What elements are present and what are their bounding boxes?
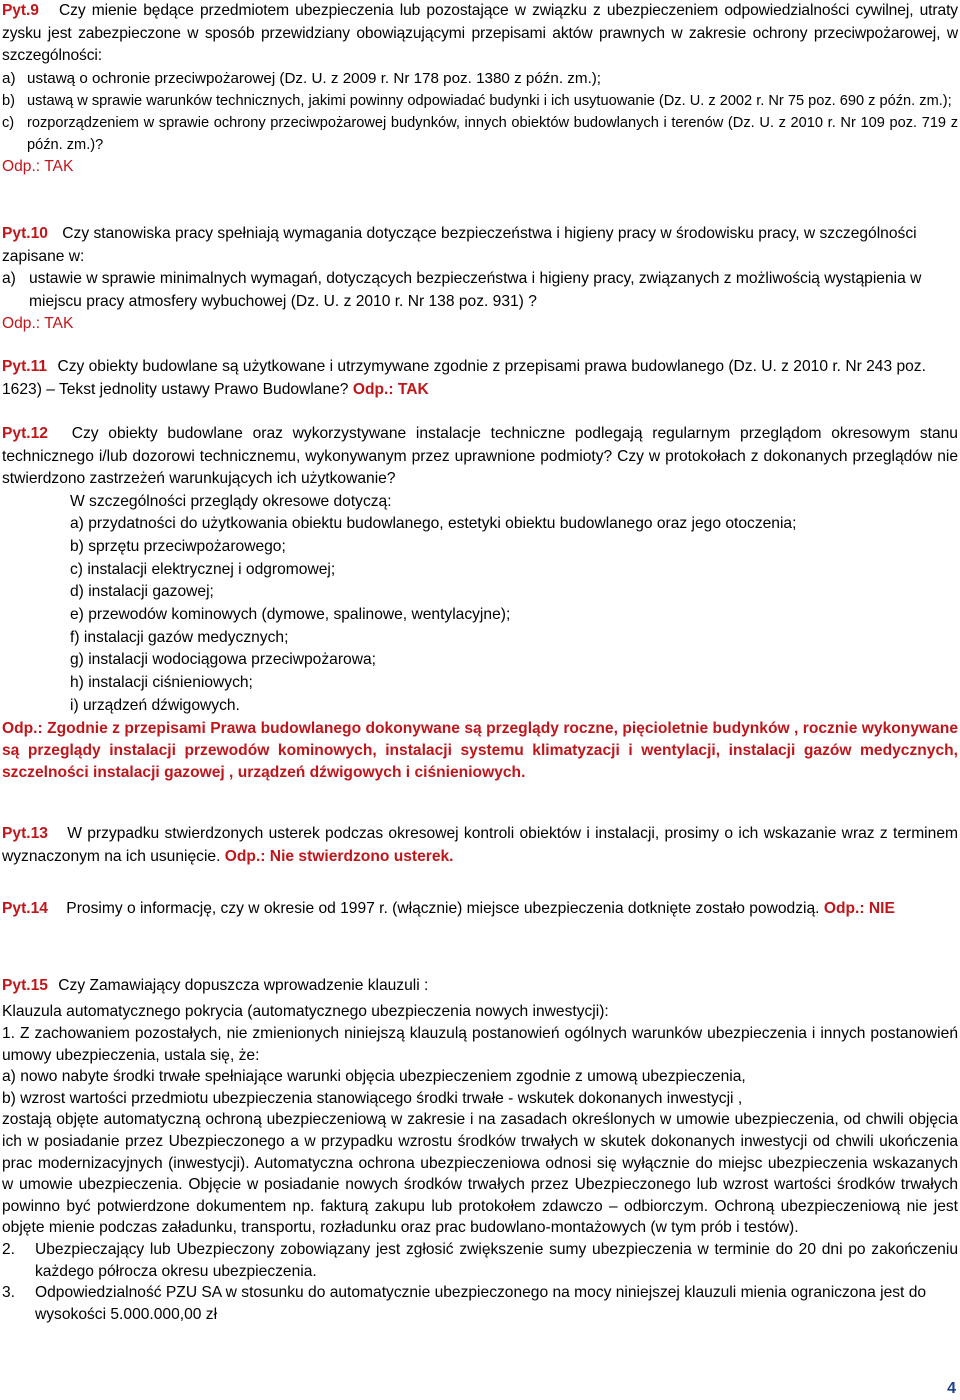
list-item: f) instalacji gazów medycznych; (70, 628, 289, 646)
question-number: Pyt.13 (2, 825, 48, 842)
question-text: Czy obiekty budowlane są użytkowane i utrzymywane zgodnie z przepisami prawa budowlanego (Dz. U. z 2010 r. Nr 243 poz. 1623) (2, 358, 926, 398)
list-item: b) ustawą w sprawie warunków technicznych, jakimi powinny odpowiadać budynki i ich usytuowanie (Dz. U. z 2002 r. Nr 75 poz. 690 z późn. zm.); (2, 93, 952, 109)
question-number: Pyt.15 (2, 977, 48, 994)
answer: Odp.: Zgodnie z przepisami Prawa budowlanego dokonywane są przeglądy roczne, pięcioletnie budynków , rocznie wykonywane są przeglądy instalacji przewodów kominowych, instalacji systemu klimatyzacji i wentylacji, instalacji gazów medycznych, szczelności instalacji gazowej , urządzeń dźwigowych i ciśnieniowych. (2, 719, 958, 781)
list-item: e) przewodów kominowych (dymowe, spalinowe, wentylacyjne); (70, 606, 511, 624)
clause-item-b: b) wzrost wartości przedmiotu ubezpieczenia stanowiącego środki trwałe - wskutek dokonanych inwestycji , (2, 1089, 743, 1107)
answer: Odp.: Nie stwierdzono usterek. (224, 847, 454, 865)
question-text: Czy stanowiska pracy spełniają wymagania dotyczące bezpieczeństwa i higieny pracy w środowisku pracy, w szczególności zapisane w: (2, 225, 917, 265)
list-item: d) instalacji gazowej; (70, 583, 214, 601)
answer: Odp.: TAK (352, 380, 429, 398)
question-text: Prosimy o informację, czy w okresie od 1997 r. (włącznie) miejsce ubezpieczenia dotknięte zostało powodzią. (66, 900, 820, 917)
question-10 (2, 223, 958, 336)
question-number: Pyt.10 (2, 225, 48, 242)
list-lead: W szczególności przeglądy okresowe dotyczą: (70, 492, 392, 510)
question-text: W przypadku stwierdzonych usterek podczas okresowej kontroli obiektów i instalacji, prosimy o ich wskazanie wraz z terminem wyznaczonym na ich usunięcie. (2, 825, 958, 865)
list-item: c) instalacji elektrycznej i odgromowej; (70, 560, 336, 578)
list-item: h) instalacji ciśnieniowych; (70, 674, 253, 692)
list-item: i) urządzeń dźwigowych. (70, 696, 240, 714)
list-item: c) rozporządzeniem w sprawie ochrony przeciwpożarowej budynków, innych obiektów budowlanych i terenów (Dz. U. z 2010 r. Nr 109 poz. 719 z późn. zm.)? (2, 115, 958, 153)
answer: Odp.: NIE (823, 900, 895, 917)
list-item: a) ustawie w sprawie minimalnych wymagań, dotyczących bezpieczeństwa i higieny pracy, związanych z możliwością wystąpienia w miejscu pracy atmosfery wybuchowej (Dz. U. z 2010 r. Nr 138 poz. 931) ? (2, 270, 922, 310)
question-9 (2, 0, 958, 179)
inspection-list (2, 491, 958, 718)
question-number: Pyt.14 (2, 900, 48, 917)
question-12 (2, 423, 958, 784)
answer: Odp.: TAK (2, 158, 74, 175)
question-text: Czy Zamawiający dopuszcza wprowadzenie klauzuli : (58, 977, 429, 994)
list-item: a) przydatności do użytkowania obiektu budowlanego, estetyki obiektu budowlanego oraz jego otoczenia; (70, 515, 797, 533)
question-text-cont: – Tekst jednolity ustawy Prawo Budowlane? (46, 380, 349, 398)
answer: Odp.: TAK (2, 315, 74, 332)
question-14 (2, 896, 958, 922)
list-item: g) instalacji wodociągowa przeciwpożarowa; (70, 651, 376, 669)
page-number: 4 (947, 1380, 956, 1397)
clause-paragraph-2: 2. Ubezpieczający lub Ubezpieczony zobowiązany jest zgłosić zwiększenie sumy ubezpieczenia w terminie do 20 dni po zakończeniu każdego półrocza okresu ubezpieczenia. (2, 1240, 958, 1280)
clause-title: Klauzula automatycznego pokrycia (automatycznego ubezpieczenia nowych inwestycji): (2, 1002, 609, 1020)
question-number: Pyt.9 (2, 2, 39, 19)
question-text: Czy mienie będące przedmiotem ubezpieczenia lub pozostające w związku z ubezpieczeniem odpowiedzialności cywilnej, utraty zysku jest zabezpieczone w sposób przewidziany obowiązującymi przepisami aktów prawnych w zakresie ochrony przeciwpożarowej, w szczególności: (2, 2, 959, 64)
question-number: Pyt.11 (2, 358, 48, 375)
question-13 (2, 823, 958, 868)
clause-paragraph-1: 1. Z zachowaniem pozostałych, nie zmienionych niniejszą klauzulą postanowień ogólnych warunków ubezpieczenia i innych postanowień umowy ubezpieczenia, ustala się, że: (2, 1025, 958, 1064)
question-15 (2, 975, 958, 1325)
question-text: Czy obiekty budowlane oraz wykorzystywane instalacje techniczne podlegają regularnym przeglądom okresowym stanu technicznego i/lub dozorowi technicznemu, wykonywanym przez uprawnione podmioty? Czy w protokołach z dokonanych przeglądów nie stwierdzono zastrzeżeń warunkujących ich użytkowanie? (2, 425, 958, 487)
clause-item-a: a) nowo nabyte środki trwałe spełniające warunki objęcia ubezpieczeniem zgodnie z umową ubezpieczenia, (2, 1068, 746, 1086)
question-11 (2, 356, 958, 401)
list-item: a) ustawą o ochronie przeciwpożarowej (Dz. U. z 2009 r. Nr 178 poz. 1380 z późn. zm.); (2, 69, 602, 87)
question-number: Pyt.12 (2, 425, 48, 442)
clause-paragraph-3: 3. Odpowiedzialność PZU SA w stosunku do automatycznie ubezpieczonego na mocy niniejszej klauzuli mienia ograniczona jest do wysokości 5.000.000,00 zł (2, 1284, 927, 1323)
list-item: b) sprzętu przeciwpożarowego; (70, 537, 286, 555)
clause-paragraph-cont: zostają objęte automatyczną ochroną ubezpieczeniową w zakresie i na zasadach określonych w umowie ubezpieczenia, od chwili objęcia ich w posiadanie przez Ubezpieczonego a w przypadku wzrostu środków trwałych w skutek dokonanych inwestycji od chwili ukończenia prac modernizacyjnych (inwestycji). Automatyczna ochrona ubezpieczeniowa odnosi się wyłącznie do miejsc ubezpieczenia wskazanych w umowie ubezpieczenia. Objęcie w posiadanie nowych środków trwałych przez Ubezpieczonego lub wzrost wartości środków trwałych powinno być potwierdzone dokumentem np. fakturą zakupu lub protokołem zdawczo – odbiorczym. Ochroną ubezpieczeniową nie jest objęte mienie podczas załadunku, transportu, rozładunku oraz prac budowlano-montażowych (w tym prób i testów). (2, 1111, 958, 1237)
